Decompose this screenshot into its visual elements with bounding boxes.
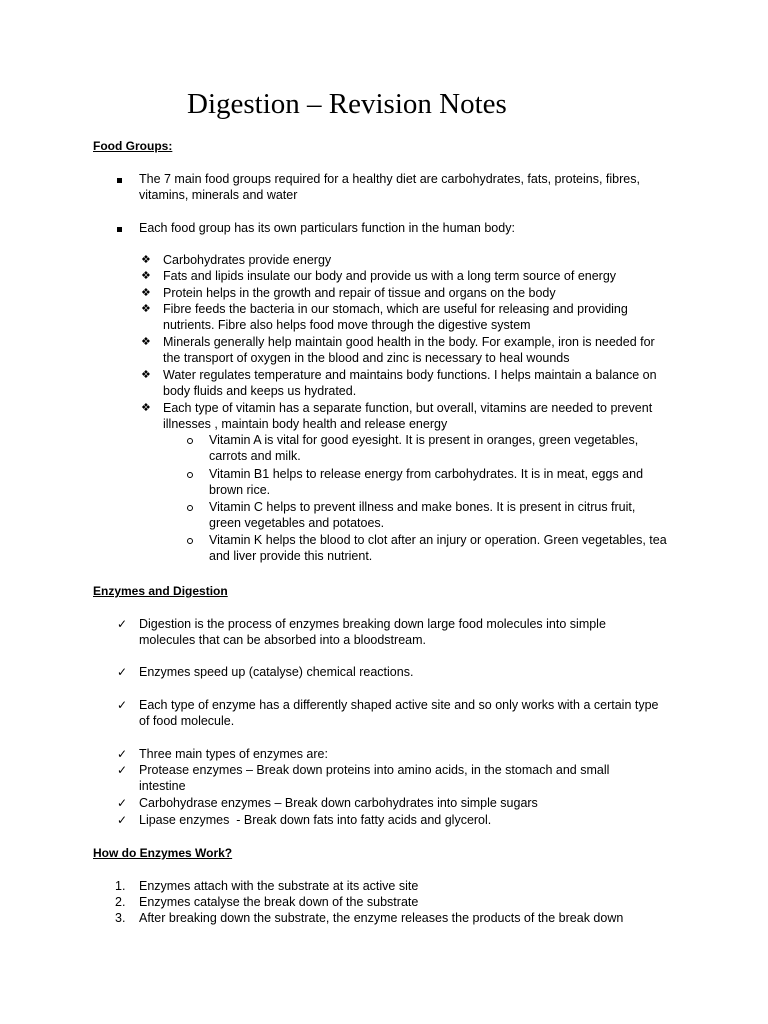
check-icon: ✓ <box>117 617 128 631</box>
list-number: 3. <box>115 911 126 925</box>
circle-bullet-icon <box>187 532 193 548</box>
diamond-bullet-icon: ❖ <box>141 303 151 315</box>
list-number: 1. <box>115 879 126 893</box>
diamond-bullet-icon: ❖ <box>141 270 151 282</box>
list-number: 2. <box>115 895 126 909</box>
square-bullet-icon <box>117 171 122 187</box>
diamond-bullet-icon: ❖ <box>141 336 151 348</box>
heading-food-groups: Food Groups: <box>93 139 173 153</box>
circle-bullet-icon <box>187 432 193 448</box>
check-icon: ✓ <box>117 747 128 761</box>
diamond-bullet-icon: ❖ <box>141 254 151 266</box>
check-icon: ✓ <box>117 665 128 679</box>
circle-bullet-icon <box>187 499 193 515</box>
diamond-bullet-icon: ❖ <box>141 287 151 299</box>
heading-enzymes-digestion: Enzymes and Digestion <box>93 584 228 598</box>
document-page: Digestion – Revision Notes Food Groups: The 7 main food groups required for a healthy diet are carbohydrates, fats, proteins, fibres, vitamins, minerals and water Each food group has its own particulars function in the human body: ❖ Carbohydrates provide energy ❖ Fats and lipids insulate our body and provide us with a long term source of energy ❖ Protein helps in the growth and repair of tissue and organs on the body ❖ Fibre feeds the bacteria in our stomach, which are useful for releasing and providing nutrients. Fibre also helps food move through the digestive system ❖ Minerals generally help maintain good health in the body. For example, iron is needed for the transport of oxygen in the blood and zinc is necessary to heal wounds ❖ Water regulates temperature and maintains body functions. I helps maintain a balance on body fluids and keeps us hydrated. ❖ Each type of vitamin has a separate function, but overall, vitamins are needed to prevent illnesses , maintain body health and release energy Vitamin A is vital for good eyesight. It is present in oranges, green vegetables, carrots and milk. Vitamin B1 helps to release energy from carbohydrates. It is in meat, eggs and brown rice. Vitamin C helps to prevent illness and make bones. It is present in citrus fruit, green vegetables and potatoes. Vitamin K helps the blood to clot after an injury or operation. Green vegetables, tea and liver provide this nutrient. Enzymes and Digestion ✓ Digestion is the process of enzymes breaking down large food molecules into simple molecules that can be absorbed into a bloodstream. ✓ Enzymes speed up (catalyse) chemical reactions. ✓ Each type of enzyme has a differently shaped active site and so only works with a certain type of food molecule. ✓ Three main types of enzymes are: ✓ Protease enzymes – Break down proteins into amino acids, in the stomach and small intestine ✓ Carbohydrase enzymes – Break down carbohydrates into simple sugars ✓ Lipase enzymes - Break down fats into fatty acids and glycerol. How do Enzymes Work? 1. Enzymes attach with the substrate at its active site 2. Enzymes catalyse the break down of the substrate 3. After breaking down the substrate, the enzyme releases the products of the break down <box>93 88 667 925</box>
diamond-bullet-icon: ❖ <box>141 369 151 381</box>
page-title: Digestion – Revision Notes <box>187 88 507 120</box>
square-bullet-icon <box>117 220 122 236</box>
check-icon: ✓ <box>117 813 128 827</box>
check-icon: ✓ <box>117 763 128 777</box>
heading-how-enzymes-work: How do Enzymes Work? <box>93 846 233 860</box>
diamond-bullet-icon: ❖ <box>141 402 151 414</box>
check-icon: ✓ <box>117 698 128 712</box>
circle-bullet-icon <box>187 466 193 482</box>
check-icon: ✓ <box>117 796 128 810</box>
